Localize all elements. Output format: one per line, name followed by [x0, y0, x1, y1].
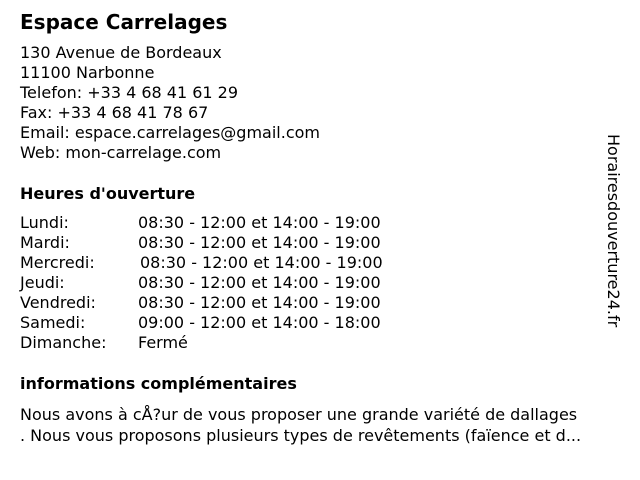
hours-heading: Heures d'ouverture — [20, 184, 196, 203]
address-line: 130 Avenue de Bordeaux — [20, 43, 222, 62]
info-heading: informations complémentaires — [20, 374, 297, 393]
day-label: Jeudi: — [20, 273, 65, 292]
phone-line: Telefon: +33 4 68 41 61 29 — [20, 83, 239, 102]
day-label: Vendredi: — [20, 293, 96, 312]
time-value: 08:30 - 12:00 et 14:00 - 19:00 — [140, 253, 383, 272]
fax-line: Fax: +33 4 68 41 78 67 — [20, 103, 209, 122]
info-line-2: . Nous vous proposons plusieurs types de revêtements (faïence et d... — [20, 426, 582, 445]
business-name: Espace Carrelages — [20, 10, 228, 34]
contact-block — [20, 43, 320, 163]
time-value: 09:00 - 12:00 et 14:00 - 18:00 — [138, 313, 381, 332]
time-value: Fermé — [138, 333, 188, 352]
info-line-1: Nous avons à cÅ?ur de vous proposer une grande variété de dallages — [20, 405, 578, 424]
day-label: Samedi: — [20, 313, 86, 332]
info-description — [20, 404, 632, 446]
city-line: 11100 Narbonne — [20, 63, 155, 82]
day-label: Mercredi: — [20, 253, 95, 272]
time-value: 08:30 - 12:00 et 14:00 - 19:00 — [138, 213, 381, 232]
site-watermark-link[interactable] — [604, 134, 635, 372]
site-watermark-text: Horairesdouverture24.fr — [604, 134, 623, 328]
time-value: 08:30 - 12:00 et 14:00 - 19:00 — [138, 273, 381, 292]
day-label: Lundi: — [20, 213, 69, 232]
time-value: 08:30 - 12:00 et 14:00 - 19:00 — [138, 293, 381, 312]
day-label: Mardi: — [20, 233, 70, 252]
email-line: Email: espace.carrelages@gmail.com — [20, 123, 320, 142]
time-value: 08:30 - 12:00 et 14:00 - 19:00 — [138, 233, 381, 252]
web-line: Web: mon-carrelage.com — [20, 143, 222, 162]
day-label: Dimanche: — [20, 333, 107, 352]
